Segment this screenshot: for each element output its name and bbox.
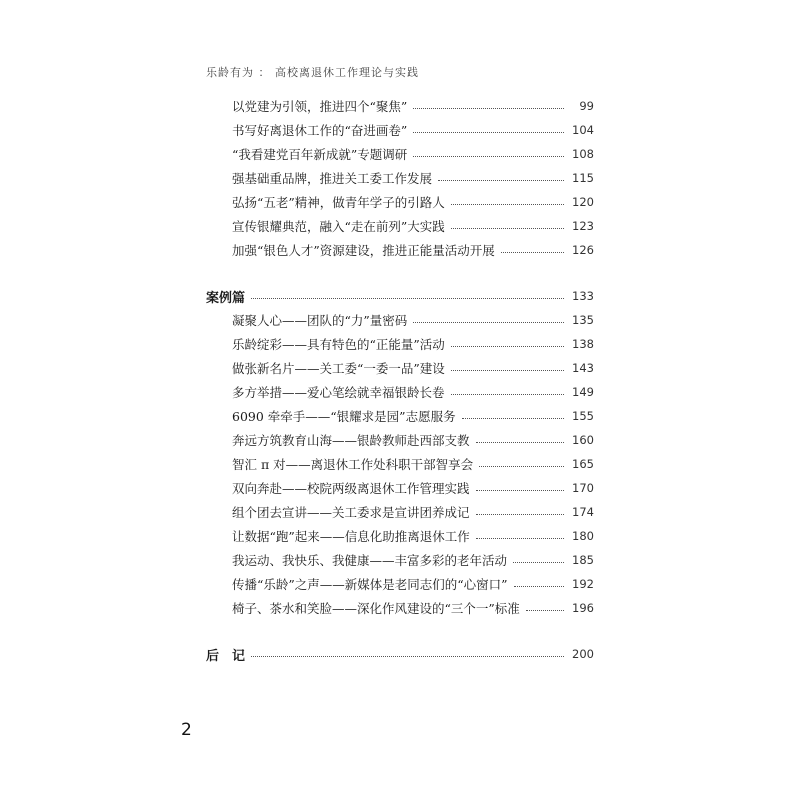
toc-entry-page: 165 [572,457,594,471]
toc-entry [232,550,594,570]
toc-entry-title: 宣传银耀典范，融入“走在前列”大实践 [232,219,445,234]
toc-entry-title: 我运动、我快乐、我健康——丰富多彩的老年活动 [232,553,508,568]
toc-entry-title: 书写好离退休工作的“奋进画卷” [232,123,408,138]
toc-entry-title: 凝聚人心——团队的“力”量密码 [232,313,408,328]
toc-entry-title: 弘扬“五老”精神，做青年学子的引路人 [232,195,445,210]
dot-leader [479,466,564,467]
toc-entry-page: 123 [572,219,594,233]
dot-leader [451,228,564,229]
toc-entry-page: 170 [572,481,594,495]
toc-section-afterword [206,644,594,664]
toc-entry-title: 让数据“跑”起来——信息化助推离退休工作 [232,529,470,544]
toc-entry-title: 强基础重品牌，推进关工委工作发展 [232,171,433,186]
toc-entry-page: 108 [572,147,594,161]
toc-entry-page: 149 [572,385,594,399]
dot-leader [438,180,564,181]
toc-entry [232,358,594,378]
toc-section-page: 133 [572,289,594,303]
toc-entry-page: 115 [572,171,594,185]
dot-leader [526,610,564,611]
toc-entry-page: 143 [572,361,594,375]
toc-entry-page: 180 [572,529,594,543]
toc-section-title: 案例篇 [206,290,246,306]
toc-entry-title: 智汇 π 对——离退休工作处科职干部智享会 [232,457,474,472]
toc-entry-title: 椅子、茶水和笑脸——深化作风建设的“三个一”标准 [232,601,520,616]
dot-leader [514,586,564,587]
toc-entry [232,574,594,594]
dot-leader [251,298,564,299]
toc-entry [232,502,594,522]
toc-entry-page: 155 [572,409,594,423]
dot-leader [451,346,564,347]
toc-entry-page: 104 [572,123,594,137]
running-head: 乐龄有为 ： 高校离退休工作理论与实践 [206,66,419,79]
toc-entry-page: 196 [572,601,594,615]
dot-leader [413,132,564,133]
dot-leader [476,538,564,539]
dot-leader [462,418,564,419]
dot-leader [451,370,564,371]
toc-entry [232,240,594,260]
toc-entry-page: 138 [572,337,594,351]
toc-entry [232,144,594,164]
toc-entry [232,454,594,474]
toc-entry [232,120,594,140]
toc-entry-title: “我看建党百年新成就”专题调研 [232,147,408,162]
dot-leader [513,562,564,563]
toc-entry-title: 奔远方筑教育山海——银龄教师赴西部支教 [232,433,470,448]
dot-leader [251,656,564,657]
toc-entry-page: 192 [572,577,594,591]
toc-entry [232,334,594,354]
toc-entry-title: 做张新名片——关工委“一委一品”建设 [232,361,445,376]
toc-entry [232,96,594,116]
toc-entry [232,216,594,236]
toc-entry [232,478,594,498]
dot-leader [501,252,564,253]
toc-section-page: 200 [572,647,594,661]
toc-entry [232,430,594,450]
page-number: 2 [181,720,192,740]
dot-leader [476,514,564,515]
toc-entry-title: 乐龄绽彩——具有特色的“正能量”活动 [232,337,445,352]
toc-entry [232,598,594,618]
toc-section-cases [206,286,594,306]
dot-leader [476,490,564,491]
toc-entry-title: 多方举措——爱心笔绘就幸福银龄长卷 [232,385,445,400]
toc-entry [232,526,594,546]
toc-entry [232,192,594,212]
toc-entry [232,310,594,330]
toc-entry-page: 174 [572,505,594,519]
dot-leader [413,156,564,157]
dot-leader [476,442,564,443]
toc-entry [232,382,594,402]
toc-entry-page: 135 [572,313,594,327]
toc-entry-title: 组个团去宣讲——关工委求是宣讲团养成记 [232,505,470,520]
toc-entry-page: 120 [572,195,594,209]
dot-leader [413,322,564,323]
toc-entry-page: 99 [579,99,594,113]
toc-entry-title: 双向奔赴——校院两级离退休工作管理实践 [232,481,470,496]
toc-entry [232,168,594,188]
toc-section-title: 后 记 [206,648,246,664]
toc-entry-title: 6090 牵牵手——“银耀求是园”志愿服务 [232,409,456,424]
toc-entry-title: 加强“银色人才”资源建设，推进正能量活动开展 [232,243,495,258]
toc-entry-page: 160 [572,433,594,447]
dot-leader [413,108,564,109]
toc-entry-title: 以党建为引领，推进四个“聚焦” [232,99,408,114]
toc-entry [232,406,594,426]
dot-leader [451,394,564,395]
toc-entry-page: 126 [572,243,594,257]
toc-entry-page: 185 [572,553,594,567]
toc-entry-title: 传播“乐龄”之声——新媒体是老同志们的“心窗口” [232,577,508,592]
dot-leader [451,204,564,205]
